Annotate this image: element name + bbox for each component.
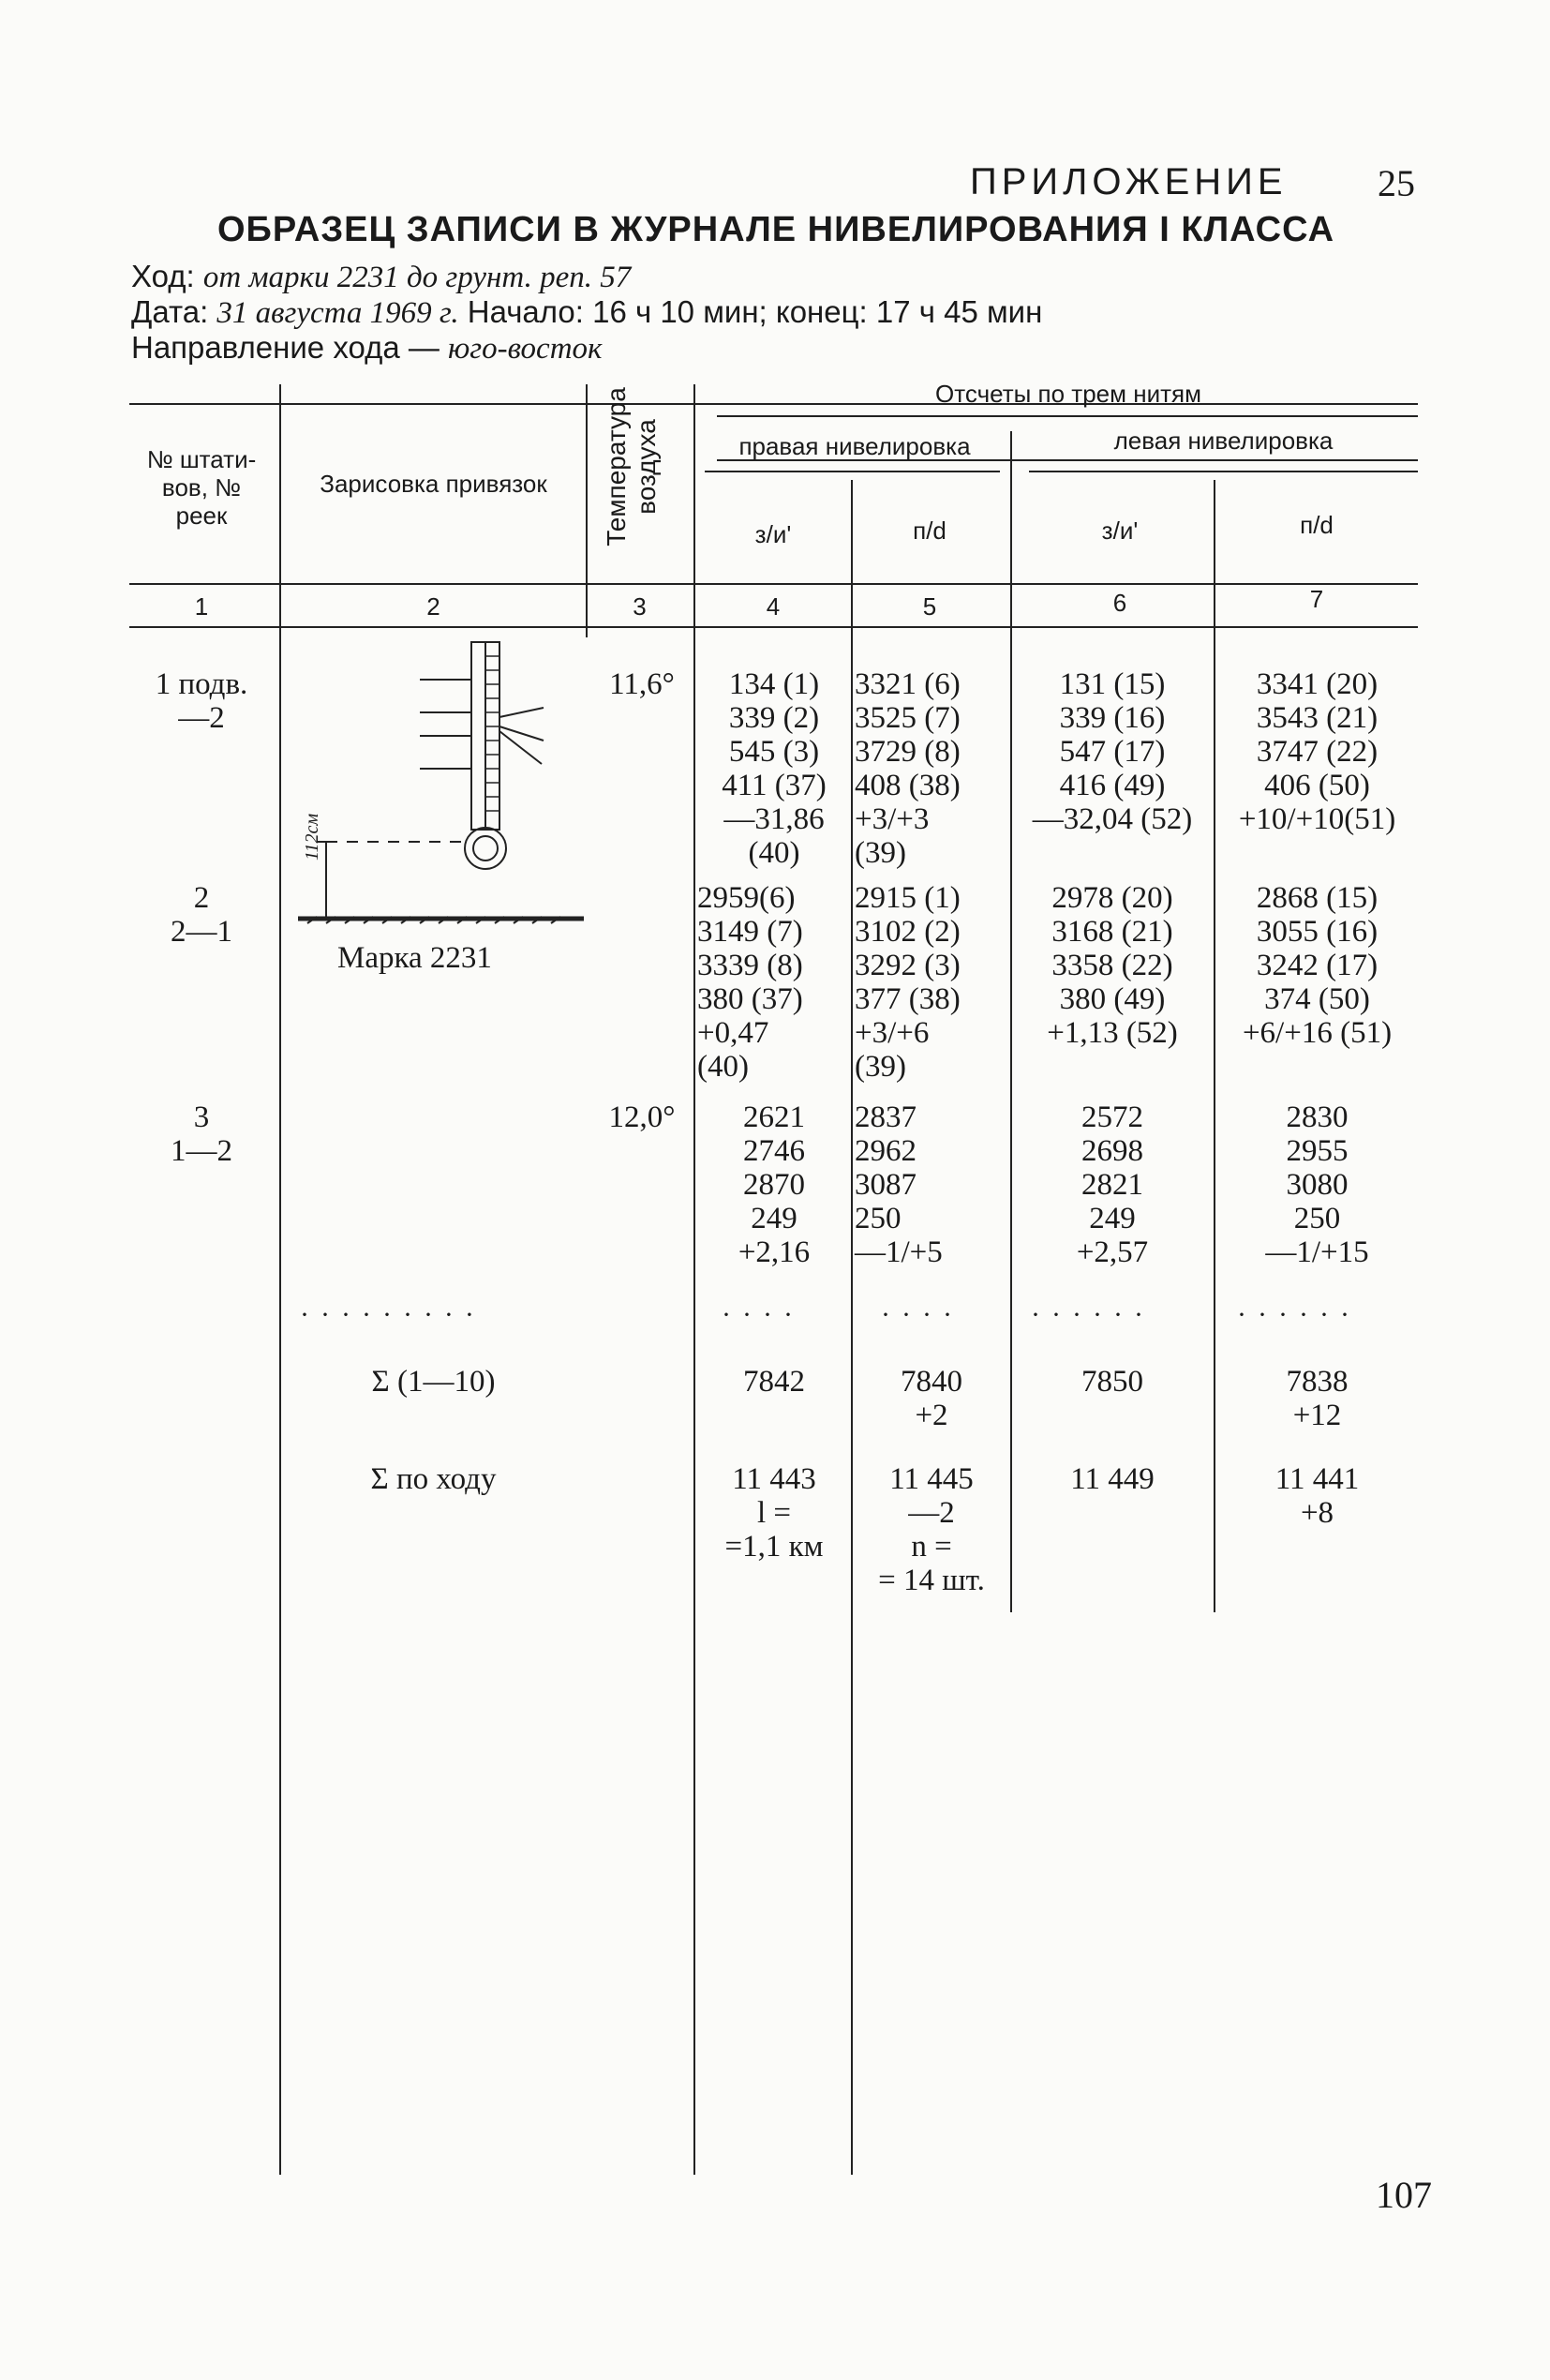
route-value: от марки 2231 до грунт. реп. 57 xyxy=(202,261,632,294)
readings-group-header: Отсчеты по трем нитям xyxy=(935,380,1201,408)
route-label: Ход: xyxy=(131,259,195,293)
row1-col6: 131 (15) 339 (16) 547 (17) 416 (49) —32,04 (52) xyxy=(1032,667,1193,836)
row2-col6: 2978 (20) 3168 (21) 3358 (22) 380 (49) +1,13 (52) xyxy=(1047,881,1178,1050)
row1-col5: 3321 (6) 3525 (7) 3729 (8) 408 (38) +3/+3 (39) xyxy=(855,667,961,870)
ellipsis-col6: ······ xyxy=(1031,1299,1155,1330)
col-number-4: 4 xyxy=(766,592,781,621)
col-divider-5 xyxy=(1010,431,1012,1612)
col-divider-6 xyxy=(1214,480,1215,1612)
sum1-label: Σ (1—10) xyxy=(371,1365,496,1399)
row3-col7: 2830 2955 3080 250 —1/+15 xyxy=(1265,1100,1369,1269)
station-1: 1 подв. —2 xyxy=(155,667,248,735)
date-label: Дата: xyxy=(131,294,209,329)
col-number-1: 1 xyxy=(194,592,209,621)
row3-col5: 2837 2962 3087 250 —1/+5 xyxy=(855,1100,943,1269)
col2-header: Зарисовка привязок xyxy=(320,470,547,498)
col-divider-1 xyxy=(279,384,281,2175)
row3-col6: 2572 2698 2821 249 +2,57 xyxy=(1076,1100,1149,1269)
col-divider-4 xyxy=(851,480,853,2175)
sum2-label: Σ по ходу xyxy=(370,1462,497,1496)
col-divider-3 xyxy=(693,384,695,2175)
station-2: 2 2—1 xyxy=(171,881,232,949)
row2-col5: 2915 (1) 3102 (2) 3292 (3) 377 (38) +3/+6 (39) xyxy=(855,881,961,1084)
sum1-col7: 7838 +12 xyxy=(1286,1365,1349,1432)
col-number-5: 5 xyxy=(922,592,937,621)
left-leveling-header: левая нивелировка xyxy=(1113,427,1334,455)
sketch-label: Марка 2231 xyxy=(337,941,492,975)
sum2-col4: 11 443 l = =1,1 км xyxy=(724,1462,824,1564)
row2-col4: 2959(6) 3149 (7) 3339 (8) 380 (37) +0,47 (40) xyxy=(697,881,803,1084)
ellipsis-col2: ········· xyxy=(300,1299,485,1330)
direction-line xyxy=(131,330,602,367)
col-number-3: 3 xyxy=(633,592,647,621)
colnum-bottom-rule xyxy=(129,626,1418,628)
date-value: 31 августа 1969 г. xyxy=(216,296,459,330)
benchmark-sketch xyxy=(298,637,584,947)
right-header-rule xyxy=(705,471,1000,472)
sub-header-7: п/d xyxy=(1300,511,1334,539)
date-line xyxy=(131,294,1042,331)
sum2-col6: 11 449 xyxy=(1070,1462,1155,1496)
right-leveling-header: правая нивелировка xyxy=(738,432,971,460)
route-line xyxy=(131,259,631,295)
temp-3: 12,0° xyxy=(608,1100,676,1134)
direction-value: юго-восток xyxy=(448,332,603,366)
ellipsis-col4: ···· xyxy=(722,1299,804,1330)
row1-col4: 134 (1) 339 (2) 545 (3) 411 (37) —31,86 (40) xyxy=(722,667,827,870)
sketch-dimension: 112см xyxy=(302,813,322,861)
col1-header: № штати- вов, № реек xyxy=(146,445,257,530)
col3-header: Температура воздуха xyxy=(602,387,661,546)
sub-header-4: з/и' xyxy=(754,520,792,548)
page-title: ОБРАЗЕЦ ЗАПИСИ В ЖУРНАЛЕ НИВЕЛИРОВАНИЯ I КЛАССА xyxy=(217,210,1335,249)
sum1-col5: 7840 +2 xyxy=(901,1365,962,1432)
sub-header-6: з/и' xyxy=(1101,516,1139,545)
appendix-number: 25 xyxy=(1378,162,1415,204)
direction-label: Направление хода — xyxy=(131,330,440,365)
col-divider-2 xyxy=(586,384,588,637)
ellipsis-col5: ···· xyxy=(881,1299,963,1330)
appendix-label: ПРИЛОЖЕНИЕ xyxy=(970,161,1288,202)
station-3: 3 1—2 xyxy=(171,1100,232,1168)
row2-col7: 2868 (15) 3055 (16) 3242 (17) 374 (50) +6/+16 (51) xyxy=(1242,881,1393,1050)
table-top-rule-2 xyxy=(717,415,1418,417)
sum1-col4: 7842 xyxy=(743,1365,805,1399)
left-header-rule xyxy=(1029,471,1418,472)
temp-1: 11,6° xyxy=(609,667,675,701)
col-number-6: 6 xyxy=(1112,589,1127,617)
sum1-col6: 7850 xyxy=(1081,1365,1143,1399)
sub-header-5: п/d xyxy=(913,516,946,545)
row3-col4: 2621 2746 2870 249 +2,16 xyxy=(738,1100,811,1269)
ellipsis-col7: ······ xyxy=(1237,1299,1361,1330)
col-number-2: 2 xyxy=(426,592,440,621)
time-text: Начало: 16 ч 10 мин; конец: 17 ч 45 мин xyxy=(467,294,1043,329)
col-number-7: 7 xyxy=(1309,585,1324,613)
page-number: 107 xyxy=(1376,2174,1432,2216)
sum2-col7: 11 441 +8 xyxy=(1274,1462,1360,1530)
sum2-col5: 11 445 —2 n = = 14 шт. xyxy=(878,1462,985,1597)
row1-col7: 3341 (20) 3543 (21) 3747 (22) 406 (50) +10/+10(51) xyxy=(1238,667,1396,836)
